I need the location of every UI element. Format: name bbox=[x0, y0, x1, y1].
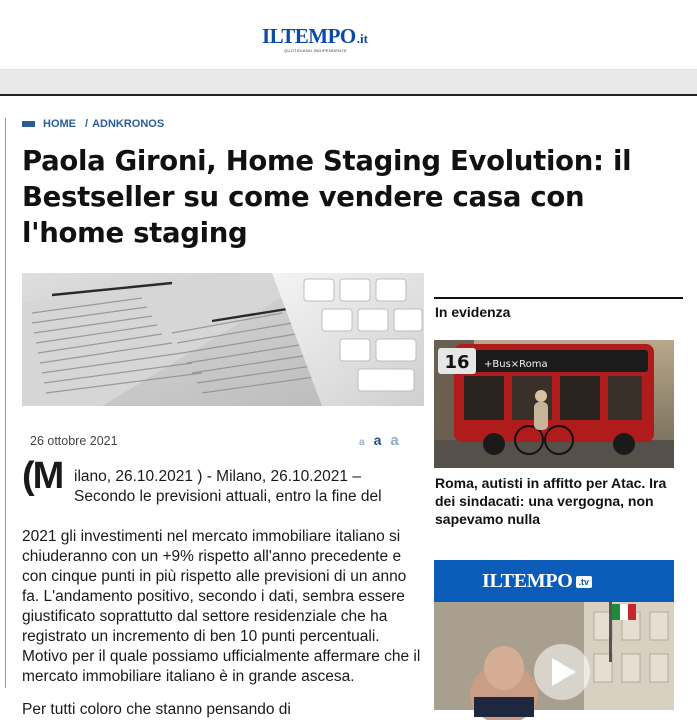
bus-photo bbox=[434, 340, 674, 468]
article-dropcap: (M bbox=[22, 455, 63, 497]
sidebar-news-headline[interactable]: Roma, autisti in affitto per Atac. Ira dei sindacati: una vergogna, non sapevamo nulla bbox=[435, 475, 667, 527]
tv-logo-text: ILTEMPO bbox=[482, 570, 573, 592]
tv-logo bbox=[482, 570, 592, 593]
sidebar-divider bbox=[434, 297, 683, 299]
article-lead-text: ilano, 26.10.2021 ) - Milano, 26.10.2021 – Secondo le previsioni attuali, entro la fine del bbox=[74, 468, 382, 505]
font-size-controls bbox=[359, 432, 399, 449]
tv-video-thumbnail[interactable] bbox=[434, 602, 674, 710]
bus-number: 16 bbox=[444, 352, 470, 373]
breadcrumb-home-link[interactable]: HOME bbox=[43, 118, 76, 130]
article-date: 26 ottobre 2021 bbox=[30, 434, 118, 448]
font-size-medium-button[interactable]: a bbox=[373, 432, 382, 448]
sidebar-news-image[interactable] bbox=[434, 340, 674, 468]
breadcrumb bbox=[22, 118, 164, 130]
article-title: Paola Gironi, Home Staging Evolution: il Bestseller su come vendere casa con l'home staging bbox=[22, 145, 632, 249]
bus-sign-text: +Bus×Roma bbox=[484, 359, 548, 370]
article-body-text: 2021 gli investimenti nel mercato immobiliare italiano si chiuderanno con un +9% rispetto all'anno precedente e con cinque punti in più rispetto alle previsioni di un anno fa. L'andamento positivo, secondo i dati, sembra essere giustificato soprattutto dal settore residenziale che ha registrato un incremento di ben 10 punti percentuali. Motivo per il quale possiamo ufficialmente affermare che il mercato immobiliare italiano è in grande ascesa. bbox=[22, 528, 421, 685]
article-image bbox=[22, 273, 424, 406]
font-size-large-button[interactable]: a bbox=[390, 432, 399, 449]
logo-text: ILTEMPO bbox=[262, 24, 356, 48]
iltempo-tv-promo[interactable] bbox=[434, 560, 674, 710]
sidebar-title: In evidenza bbox=[435, 304, 511, 320]
breadcrumb-separator: / bbox=[85, 118, 89, 130]
article-body-continuation: Per tutti coloro che stanno pensando di bbox=[22, 701, 291, 718]
breadcrumb-section-link[interactable]: ADNKRONOS bbox=[92, 118, 165, 130]
breadcrumb-marker bbox=[22, 121, 35, 127]
tv-badge: .tv bbox=[576, 576, 593, 588]
logo-tagline: QUOTIDIANO INDIPENDENTE bbox=[284, 48, 348, 53]
site-header bbox=[0, 0, 697, 70]
font-size-small-button[interactable]: a bbox=[359, 437, 365, 448]
header-gray-strip bbox=[0, 70, 697, 95]
header-divider bbox=[0, 94, 697, 96]
logo-suffix: .it bbox=[356, 31, 368, 46]
video-thumbnail-image bbox=[434, 602, 674, 710]
left-guide-line bbox=[5, 118, 6, 688]
newspaper-keyboard-image bbox=[22, 273, 424, 406]
site-logo[interactable] bbox=[262, 26, 368, 54]
